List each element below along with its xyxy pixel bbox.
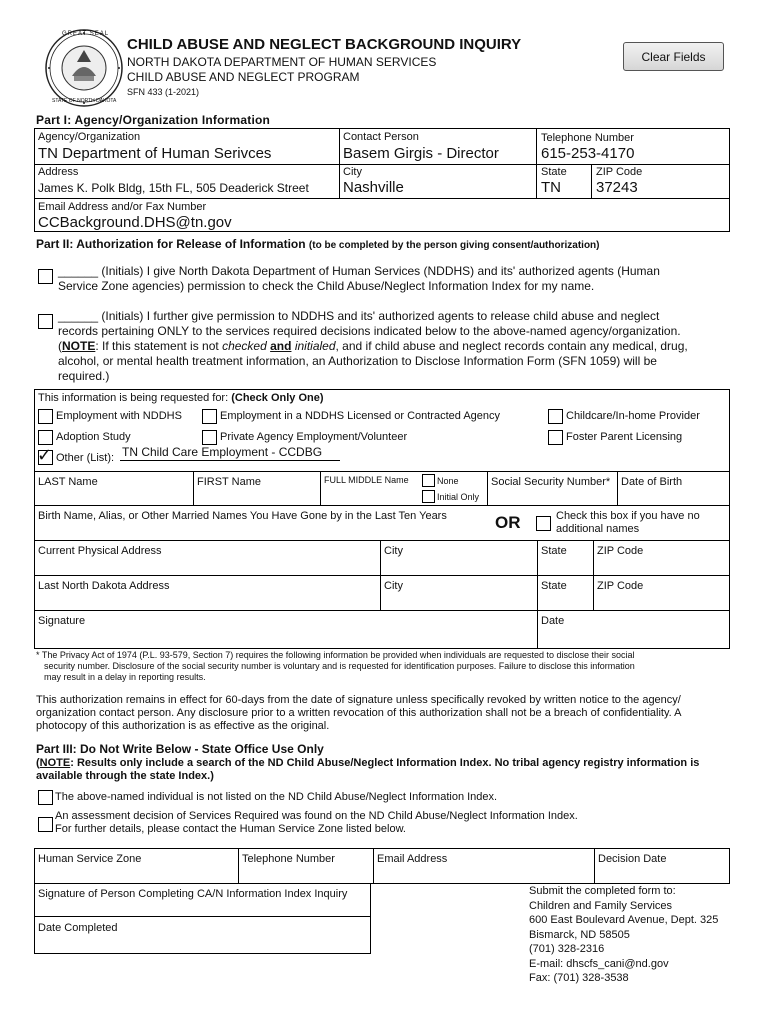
employment-nddhs-label: Employment with NDDHS <box>56 410 182 422</box>
auth1-text <box>58 264 660 294</box>
privacy-line3: may result in a delay in reporting results. <box>44 672 206 682</box>
zip-field[interactable]: 37243 <box>596 179 638 196</box>
part3-note <box>36 757 699 783</box>
part2-heading-row <box>36 237 600 253</box>
submit-email: E-mail: dhscfs_cani@nd.gov <box>529 957 669 970</box>
auth2-line4: alcohol, or mental health treatment information, an Authorization to Disclose Information Form (SFN 1059) will be <box>58 354 657 368</box>
effect-line1: This authorization remains in effect for 60-days from the date of signature unless specifically revoked by written notice to the agency/ <box>36 694 681 706</box>
no-names-checkbox[interactable] <box>536 516 551 531</box>
private-agency-checkbox[interactable] <box>202 430 217 445</box>
privacy-line1: * The Privacy Act of 1974 (P.L. 93-579, Section 7) requires the following information be provided when individuals are requested to disclose their social <box>36 650 635 660</box>
seal-bottom-text: STATE OF NORTH DAKOTA <box>52 98 117 104</box>
services-required-line2: For further details, please contact the Human Service Zone listed below. <box>55 823 406 835</box>
clear-fields-button[interactable]: Clear Fields <box>623 42 724 71</box>
submit-line: (701) 328-2316 <box>529 943 605 955</box>
foster-checkbox[interactable] <box>548 430 563 445</box>
no-names-line2: additional names <box>556 523 640 535</box>
submit-fax: Fax: (701) 328-3538 <box>529 972 629 984</box>
part3-note-line2: available through the state Index.) <box>36 770 214 782</box>
address-label: Address <box>38 166 79 178</box>
part3-note-open: ( <box>36 757 40 769</box>
services-required-line1: An assessment decision of Services Required was found on the ND Child Abuse/Neglect Information Index. <box>55 810 578 822</box>
note-and: and <box>270 339 292 353</box>
current-state-label: State <box>541 545 567 557</box>
last-nd-city-label: City <box>384 580 403 592</box>
date-completed-label: Date Completed <box>38 922 118 934</box>
last-nd-state-label: State <box>541 580 567 592</box>
current-zip-label: ZIP Code <box>597 545 644 557</box>
or-label: OR <box>495 513 521 532</box>
zone-label: Human Service Zone <box>38 853 142 865</box>
dept-name: NORTH DAKOTA DEPARTMENT OF HUMAN SERVICES <box>127 55 437 69</box>
part3-note-line1: : Results only include a search of the ND Child Abuse/Neglect Information Index. No tribal agency registry information is <box>70 757 700 769</box>
request-label <box>38 392 324 405</box>
note-b: , and if child abuse and neglect records contain any medical, drug, <box>335 339 688 353</box>
submit-line: Bismarck, ND 58505 <box>529 928 630 941</box>
other-list-field[interactable]: TN Child Care Employment - CCDBG <box>122 445 323 459</box>
auth2-text <box>58 309 688 384</box>
zone-email-label: Email Address <box>377 853 448 865</box>
zip-label: ZIP Code <box>596 166 643 178</box>
middle-none-label: None <box>437 476 459 486</box>
part2-heading: Part II: Authorization for Release of Information <box>36 237 306 251</box>
zone-phone-label: Telephone Number <box>242 853 335 865</box>
note-a: : If this statement is not <box>95 339 223 353</box>
contact-label: Contact Person <box>343 131 419 143</box>
auth2-line5: required.) <box>58 369 110 383</box>
middle-none-checkbox[interactable] <box>422 474 435 487</box>
decision-date-label: Decision Date <box>598 853 667 865</box>
employment-licensed-checkbox[interactable] <box>202 409 217 424</box>
phone-field[interactable]: 615-253-4170 <box>541 145 635 162</box>
privacy-line2: security number. Disclosure of the social security number is voluntary and is requested for identification purposes. Failure to disclose this information <box>44 661 635 671</box>
dob-label: Date of Birth <box>621 476 683 488</box>
email-label: Email Address and/or Fax Number <box>38 201 207 213</box>
agency-label: Agency/Organization <box>38 131 141 143</box>
ssn-label: Social Security Number* <box>491 476 611 488</box>
inquiry-signature-label: Signature of Person Completing CA/N Information Index Inquiry <box>38 888 348 900</box>
no-names-line1: Check this box if you have no <box>556 510 700 522</box>
form-id: SFN 433 (1-2021) <box>127 87 200 97</box>
program-name: CHILD ABUSE AND NEGLECT PROGRAM <box>127 70 360 84</box>
part3-note-label: NOTE <box>39 757 71 769</box>
phone-label: Telephone Number <box>541 132 634 144</box>
signature-label: Signature <box>38 615 86 627</box>
effect-line3: photocopy of this authorization is as effective as the original. <box>36 720 330 732</box>
part3-heading: Part III: Do Not Write Below - State Office Use Only <box>36 742 324 756</box>
effect-line2: organization contact person. Any disclosure prior to a written revocation of this authorization shall not be a breach of confidentiality. A <box>36 707 682 719</box>
privacy-notice <box>36 650 635 683</box>
submit-line: 600 East Boulevard Avenue, Dept. 325 <box>529 914 719 926</box>
auth1-initials-blank[interactable]: ______ <box>58 264 99 278</box>
agency-field[interactable]: TN Department of Human Serivces <box>38 145 272 162</box>
city-field[interactable]: Nashville <box>343 179 404 196</box>
childcare-checkbox[interactable] <box>548 409 563 424</box>
current-address-label: Current Physical Address <box>38 545 162 557</box>
request-label-bold: (Check Only One) <box>231 392 324 404</box>
current-city-label: City <box>384 545 403 557</box>
state-seal-icon <box>44 28 124 108</box>
auth1-line1: (Initials) I give North Dakota Department of Human Services (NDDHS) and its' authorized agents (Human <box>98 264 660 278</box>
submit-line: Submit the completed form to: <box>529 885 676 897</box>
other-check-mark: ✓ <box>37 445 53 465</box>
auth2-checkbox[interactable] <box>38 314 53 329</box>
state-field[interactable]: TN <box>541 179 561 196</box>
last-name-label: LAST Name <box>38 476 98 488</box>
email-field[interactable]: CCBackground.DHS@tn.gov <box>38 214 232 231</box>
middle-initial-only-label: Initial Only <box>437 492 480 502</box>
note-open: ( <box>58 339 62 353</box>
last-nd-zip-label: ZIP Code <box>597 580 644 592</box>
address-field[interactable]: James K. Polk Bldg, 15th FL, 505 Deaderick Street <box>38 181 309 195</box>
middle-initial-only-checkbox[interactable] <box>422 490 435 503</box>
services-required-checkbox[interactable] <box>38 817 53 832</box>
foster-label: Foster Parent Licensing <box>566 431 683 443</box>
middle-name-label: FULL MIDDLE Name <box>324 475 409 485</box>
date-label: Date <box>541 615 565 627</box>
private-agency-label: Private Agency Employment/Volunteer <box>220 431 408 443</box>
not-listed-label: The above-named individual is not listed on the ND Child Abuse/Neglect Information Index. <box>55 791 498 803</box>
auth2-line1: (Initials) I further give permission to NDDHS and its' authorized agents to release child abuse and neglect <box>98 309 660 323</box>
not-listed-checkbox[interactable] <box>38 790 53 805</box>
auth1-checkbox[interactable] <box>38 269 53 284</box>
authorization-effect <box>36 694 682 733</box>
contact-field[interactable]: Basem Girgis - Director <box>343 145 499 162</box>
note-label: NOTE <box>62 339 96 353</box>
adoption-label: Adoption Study <box>56 431 131 443</box>
services-required-label <box>55 810 578 836</box>
employment-nddhs-checkbox[interactable] <box>38 409 53 424</box>
note-initialed: initialed <box>294 339 336 353</box>
birth-name-label: Birth Name, Alias, or Other Married Names You Have Gone by in the Last Ten Years <box>38 510 447 522</box>
last-nd-address-label: Last North Dakota Address <box>38 580 170 592</box>
form-title: CHILD ABUSE AND NEGLECT BACKGROUND INQUIRY <box>127 36 522 53</box>
first-name-label: FIRST Name <box>197 476 261 488</box>
part2-heading-note: (to be completed by the person giving consent/authorization) <box>308 240 600 251</box>
request-label-text: This information is being requested for: <box>38 392 232 404</box>
part1-heading: Part I: Agency/Organization Information <box>36 113 271 127</box>
childcare-label: Childcare/In-home Provider <box>566 410 700 422</box>
employment-licensed-label: Employment in a NDDHS Licensed or Contracted Agency <box>220 410 501 422</box>
no-names-label <box>556 510 700 536</box>
note-checked: checked <box>222 339 267 353</box>
auth2-initials-blank[interactable]: ______ <box>58 309 99 323</box>
state-label: State <box>541 166 567 178</box>
other-label: Other (List): <box>56 452 115 464</box>
submit-line: Children and Family Services <box>529 899 673 912</box>
adoption-checkbox[interactable] <box>38 430 53 445</box>
city-label: City <box>343 166 362 178</box>
submit-address-block <box>529 884 718 986</box>
auth1-line2: Service Zone agencies) permission to check the Child Abuse/Neglect Information Index for my name. <box>58 279 595 293</box>
auth2-line2: records pertaining ONLY to the services required decisions indicated below to the above-named agency/organization. <box>58 324 681 338</box>
seal-top-text: GREAT SEAL <box>62 31 110 37</box>
